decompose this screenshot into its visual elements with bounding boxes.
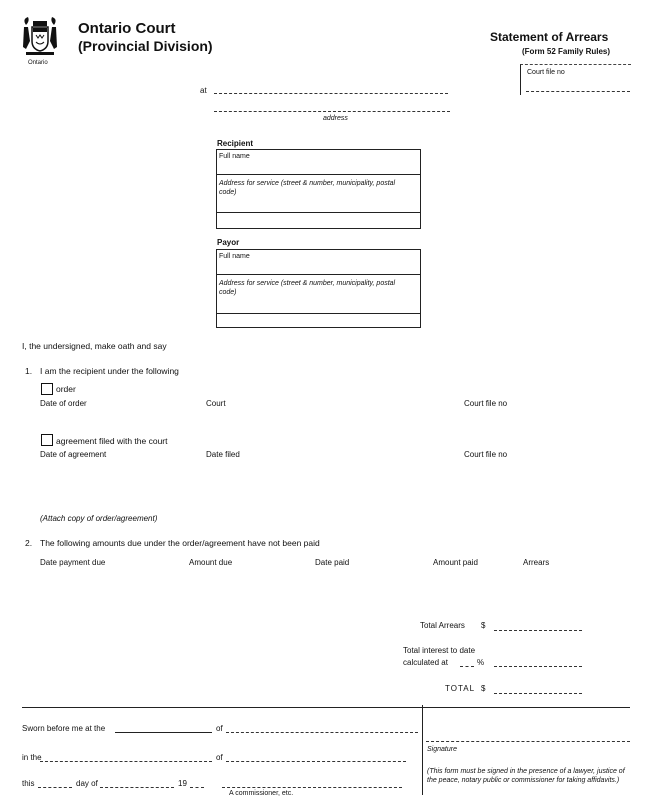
court-label: Court — [206, 399, 226, 408]
interest-line2: calculated at — [403, 658, 448, 667]
order-court-file-label: Court file no — [464, 399, 508, 408]
payor-full-name-label: Full name — [219, 253, 250, 260]
recipient-address-label: Address for service (street & number, municipality, postal code) — [219, 180, 396, 196]
payor-address-label: Address for service (street & number, municipality, postal code) — [219, 280, 396, 296]
court-address-line[interactable] — [214, 111, 450, 112]
of1-label: of — [216, 724, 223, 733]
col-date-payment-due: Date payment due — [40, 558, 106, 567]
recipient-address-field[interactable] — [216, 212, 420, 213]
date-of-agreement-label: Date of agreement — [40, 450, 107, 459]
signature-note: (This form must be signed in the presence of a lawyer, justice of the peace, notary public or commissioner for taking affidavits.) — [427, 768, 625, 784]
deponent-signature-field[interactable] — [426, 741, 630, 742]
item2-text: The following amounts due under the order/agreement have not been paid — [40, 538, 320, 548]
jurat-vertical-divider — [422, 705, 423, 795]
date-of-order-label: Date of order — [40, 399, 87, 408]
recipient-full-name-field[interactable] — [216, 174, 420, 175]
payor-heading: Payor — [217, 238, 240, 247]
sworn-place-field[interactable] — [115, 732, 212, 733]
agreement-label: agreement filed with the court — [56, 436, 168, 446]
recipient-heading: Recipient — [217, 139, 254, 148]
order-label: order — [56, 384, 76, 394]
court-name-line2: (Provincial Division) — [78, 38, 213, 54]
total-label: TOTAL — [445, 684, 476, 693]
this-label: this — [22, 779, 35, 788]
payor-address-field[interactable] — [216, 313, 420, 314]
day-field[interactable] — [38, 787, 72, 788]
commissioner-signature-field[interactable] — [222, 787, 402, 788]
payor-full-name-field[interactable] — [216, 274, 420, 275]
court-file-label: Court file no — [527, 69, 565, 76]
total-arrears-field[interactable] — [494, 630, 582, 631]
col-date-paid: Date paid — [315, 558, 350, 567]
of2-label: of — [216, 753, 223, 762]
crest-caption: Ontario — [28, 60, 48, 66]
col-amount-paid: Amount paid — [433, 558, 478, 567]
form-subtitle: (Form 52 Family Rules) — [522, 47, 611, 56]
day-of-label: day of — [76, 779, 98, 788]
col-amount-due: Amount due — [189, 558, 233, 567]
address-caption: address — [323, 115, 348, 122]
oath-statement: I, the undersigned, make oath and say — [22, 341, 167, 351]
attach-note: (Attach copy of order/agreement) — [40, 514, 158, 523]
item2-number: 2. — [25, 538, 33, 548]
date-filed-label: Date filed — [206, 450, 240, 459]
interest-line1: Total interest to date — [403, 646, 476, 655]
signature-label: Signature — [427, 746, 457, 753]
year-prefix: 19 — [178, 779, 187, 788]
interest-rate-field[interactable] — [460, 666, 474, 667]
of1-field[interactable] — [226, 732, 418, 733]
in-the-field[interactable] — [40, 761, 212, 762]
jurat-divider — [22, 707, 630, 708]
court-name-line1: Ontario Court — [78, 20, 176, 37]
item1-number: 1. — [25, 366, 33, 376]
year-field[interactable] — [190, 787, 204, 788]
commissioner-label: A commissioner, etc. — [229, 790, 294, 797]
agreement-court-file-label: Court file no — [464, 450, 508, 459]
recipient-full-name-label: Full name — [219, 153, 250, 160]
agreement-checkbox[interactable] — [41, 434, 53, 446]
item1-text: I am the recipient under the following — [40, 366, 179, 376]
interest-amount-field[interactable] — [494, 666, 582, 667]
total-currency: $ — [481, 684, 486, 693]
interest-percent: % — [477, 658, 485, 667]
form-title: Statement of Arrears — [490, 30, 609, 44]
order-checkbox[interactable] — [41, 383, 53, 395]
court-location-line[interactable] — [214, 93, 448, 94]
month-field[interactable] — [100, 787, 174, 788]
of2-field[interactable] — [226, 761, 406, 762]
total-field[interactable] — [494, 693, 582, 694]
sworn-before-label: Sworn before me at the — [22, 724, 106, 733]
court-file-input[interactable] — [526, 91, 630, 92]
col-arrears: Arrears — [523, 558, 550, 567]
total-arrears-label: Total Arrears — [420, 621, 465, 630]
ontario-crest-icon — [18, 15, 62, 59]
at-label: at — [200, 86, 207, 95]
in-the-label: in the — [22, 753, 42, 762]
total-arrears-currency: $ — [481, 621, 486, 630]
